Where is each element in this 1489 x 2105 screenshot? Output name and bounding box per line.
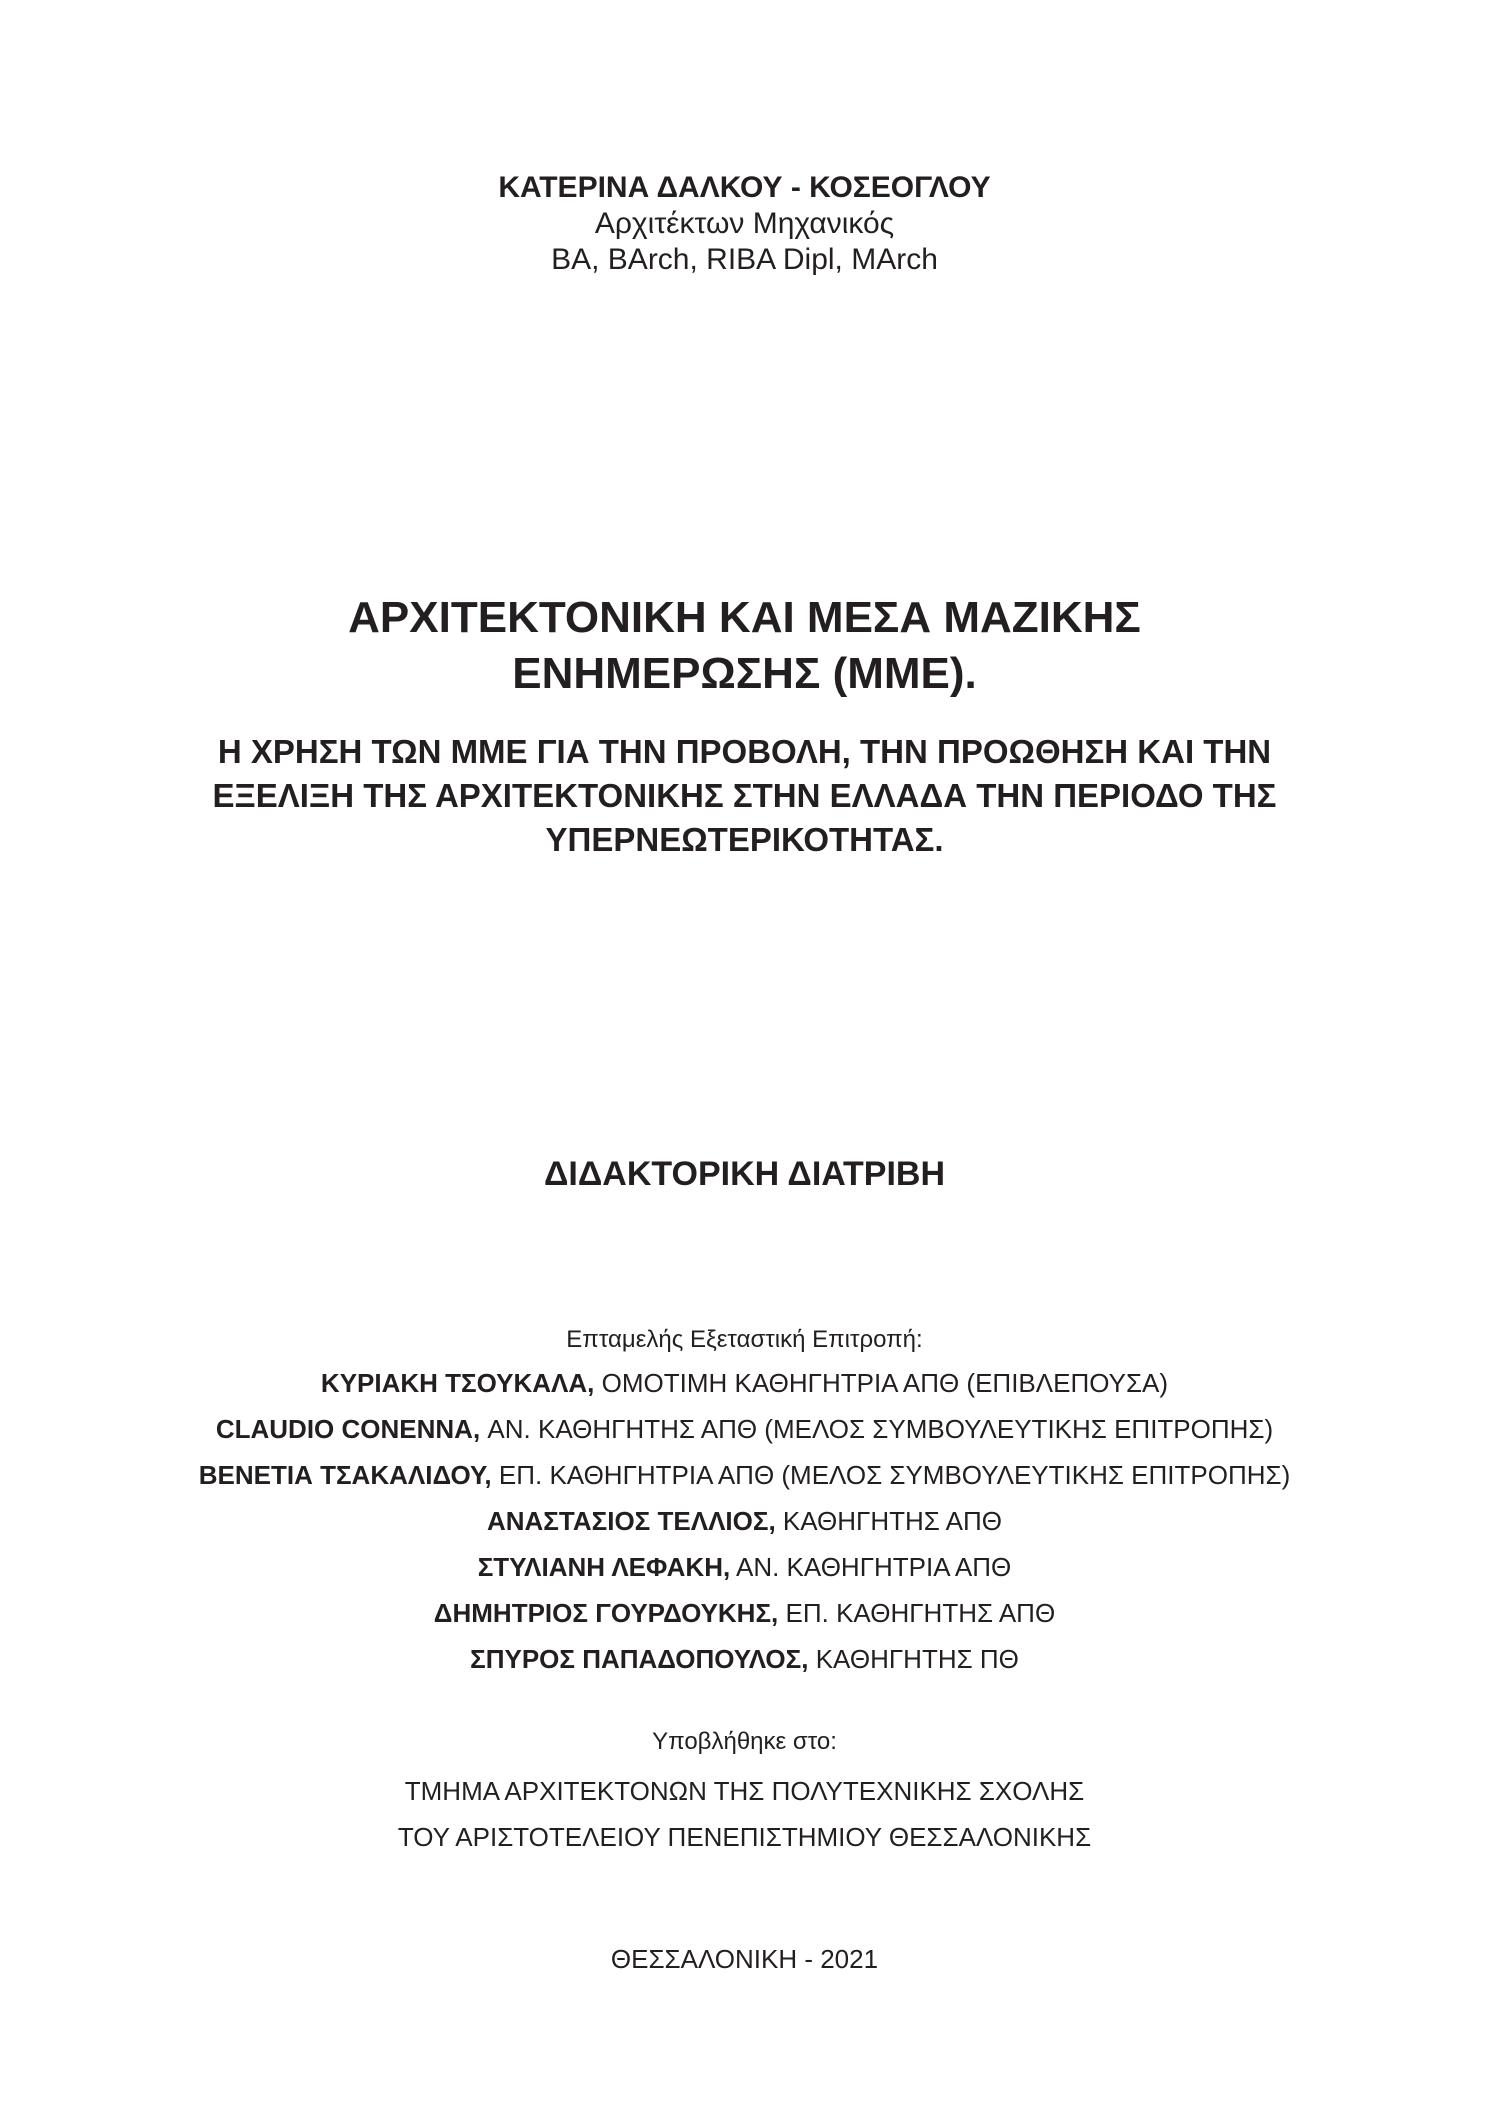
- institution-line-1: ΤΜΗΜΑ ΑΡΧΙΤΕΚΤΟΝΩΝ ΤΗΣ ΠΟΛΥΤΕΧΝΙΚΗΣ ΣΧΟΛΗΣ: [404, 1776, 1085, 1806]
- document-type: ΔΙΔΑΚΤΟΡΙΚΗ ΔΙΑΤΡΙΒΗ: [543, 1155, 946, 1193]
- committee-label: Επταμελής Εξεταστική Επιτροπή:: [566, 1326, 923, 1353]
- thesis-subtitle-line-2: ΕΞΕΛΙΞΗ ΤΗΣ ΑΡΧΙΤΕΚΤΟΝΙΚΗΣ ΣΤΗΝ ΕΛΛΑΔΑ ΤΗΝ ΠΕΡΙΟΔΟ ΤΗΣ: [212, 777, 1277, 814]
- member-role: ΑΝ. ΚΑΘΗΓΗΤΡΙΑ ΑΠΘ: [730, 1552, 1012, 1582]
- author-block: [0, 170, 1489, 278]
- member-name: ΔΗΜΗΤΡΙΟΣ ΓΟΥΡΔΟΥΚΗΣ,: [433, 1598, 779, 1628]
- institution: [0, 1768, 1489, 1860]
- member-name: ΑΝΑΣΤΑΣΙΟΣ ΤΕΛΛΙΟΣ,: [486, 1506, 776, 1536]
- thesis-subtitle: [0, 730, 1489, 862]
- member-role: ΟΜΟΤΙΜΗ ΚΑΘΗΓΗΤΡΙΑ ΑΠΘ (ΕΠΙΒΛΕΠΟΥΣΑ): [594, 1368, 1169, 1398]
- member-name: ΒΕΝΕΤΙΑ ΤΣΑΚΑΛΙΔΟΥ,: [198, 1460, 492, 1490]
- member-role: ΚΑΘΗΓΗΤΗΣ ΠΘ: [808, 1644, 1019, 1674]
- member-name: ΣΤΥΛΙΑΝΗ ΛΕΦΑΚΗ,: [477, 1552, 731, 1582]
- thesis-subtitle-line-3: ΥΠΕΡΝΕΩΤΕΡΙΚΟΤΗΤΑΣ.: [545, 821, 944, 858]
- institution-line-2: ΤΟΥ ΑΡΙΣΤΟΤΕΛΕΙΟΥ ΠΕΝΕΠΙΣΤΗΜΙΟΥ ΘΕΣΣΑΛΟΝΙΚΗΣ: [397, 1822, 1092, 1852]
- committee-member: [0, 1452, 1489, 1498]
- member-name: CLAUDIO CONENNA,: [215, 1414, 481, 1444]
- member-role: ΑΝ. ΚΑΘΗΓΗΤΗΣ ΑΠΘ (ΜΕΛΟΣ ΣΥΜΒΟΥΛΕΥΤΙΚΗΣ ΕΠΙΤΡΟΠΗΣ): [480, 1414, 1274, 1444]
- author-profession: Αρχιτέκτων Μηχανικός: [594, 207, 895, 240]
- thesis-title: [0, 590, 1489, 702]
- committee-member: [0, 1406, 1489, 1452]
- committee-member: [0, 1544, 1489, 1590]
- submission-label: Υποβλήθηκε στο:: [652, 1728, 837, 1755]
- author-name: ΚΑΤΕΡΙΝΑ ΔΑΛΚΟΥ - ΚΟΣΕΟΓΛΟΥ: [498, 171, 991, 204]
- member-name: ΚΥΡΙΑΚΗ ΤΣΟΥΚΑΛΑ,: [320, 1368, 595, 1398]
- committee-member: [0, 1498, 1489, 1544]
- author-degrees: BA, BArch, RIBA Dipl, MArch: [551, 243, 938, 276]
- committee-member: [0, 1590, 1489, 1636]
- place-date: ΘΕΣΣΑΛΟΝΙΚΗ - 2021: [610, 1944, 879, 1974]
- thesis-subtitle-line-1: Η ΧΡΗΣΗ ΤΩΝ ΜΜΕ ΓΙΑ ΤΗΝ ΠΡΟΒΟΛΗ, ΤΗΝ ΠΡΟΩΘΗΣΗ ΚΑΙ ΤΗΝ: [217, 733, 1272, 770]
- member-role: ΚΑΘΗΓΗΤΗΣ ΑΠΘ: [775, 1506, 1003, 1536]
- committee-members: [0, 1360, 1489, 1682]
- committee-member: [0, 1360, 1489, 1406]
- thesis-title-line-1: ΑΡΧΙΤΕΚΤΟΝΙΚΗ ΚΑΙ ΜΕΣΑ ΜΑΖΙΚΗΣ: [348, 593, 1141, 642]
- thesis-title-line-2: ΕΝΗΜΕΡΩΣΗΣ (ΜΜΕ).: [512, 649, 977, 698]
- member-name: ΣΠΥΡΟΣ ΠΑΠΑΔΟΠΟΥΛΟΣ,: [470, 1644, 809, 1674]
- committee-member: [0, 1636, 1489, 1682]
- member-role: ΕΠ. ΚΑΘΗΓΗΤΡΙΑ ΑΠΘ (ΜΕΛΟΣ ΣΥΜΒΟΥΛΕΥΤΙΚΗΣ ΕΠΙΤΡΟΠΗΣ): [491, 1460, 1291, 1490]
- member-role: ΕΠ. ΚΑΘΗΓΗΤΗΣ ΑΠΘ: [778, 1598, 1056, 1628]
